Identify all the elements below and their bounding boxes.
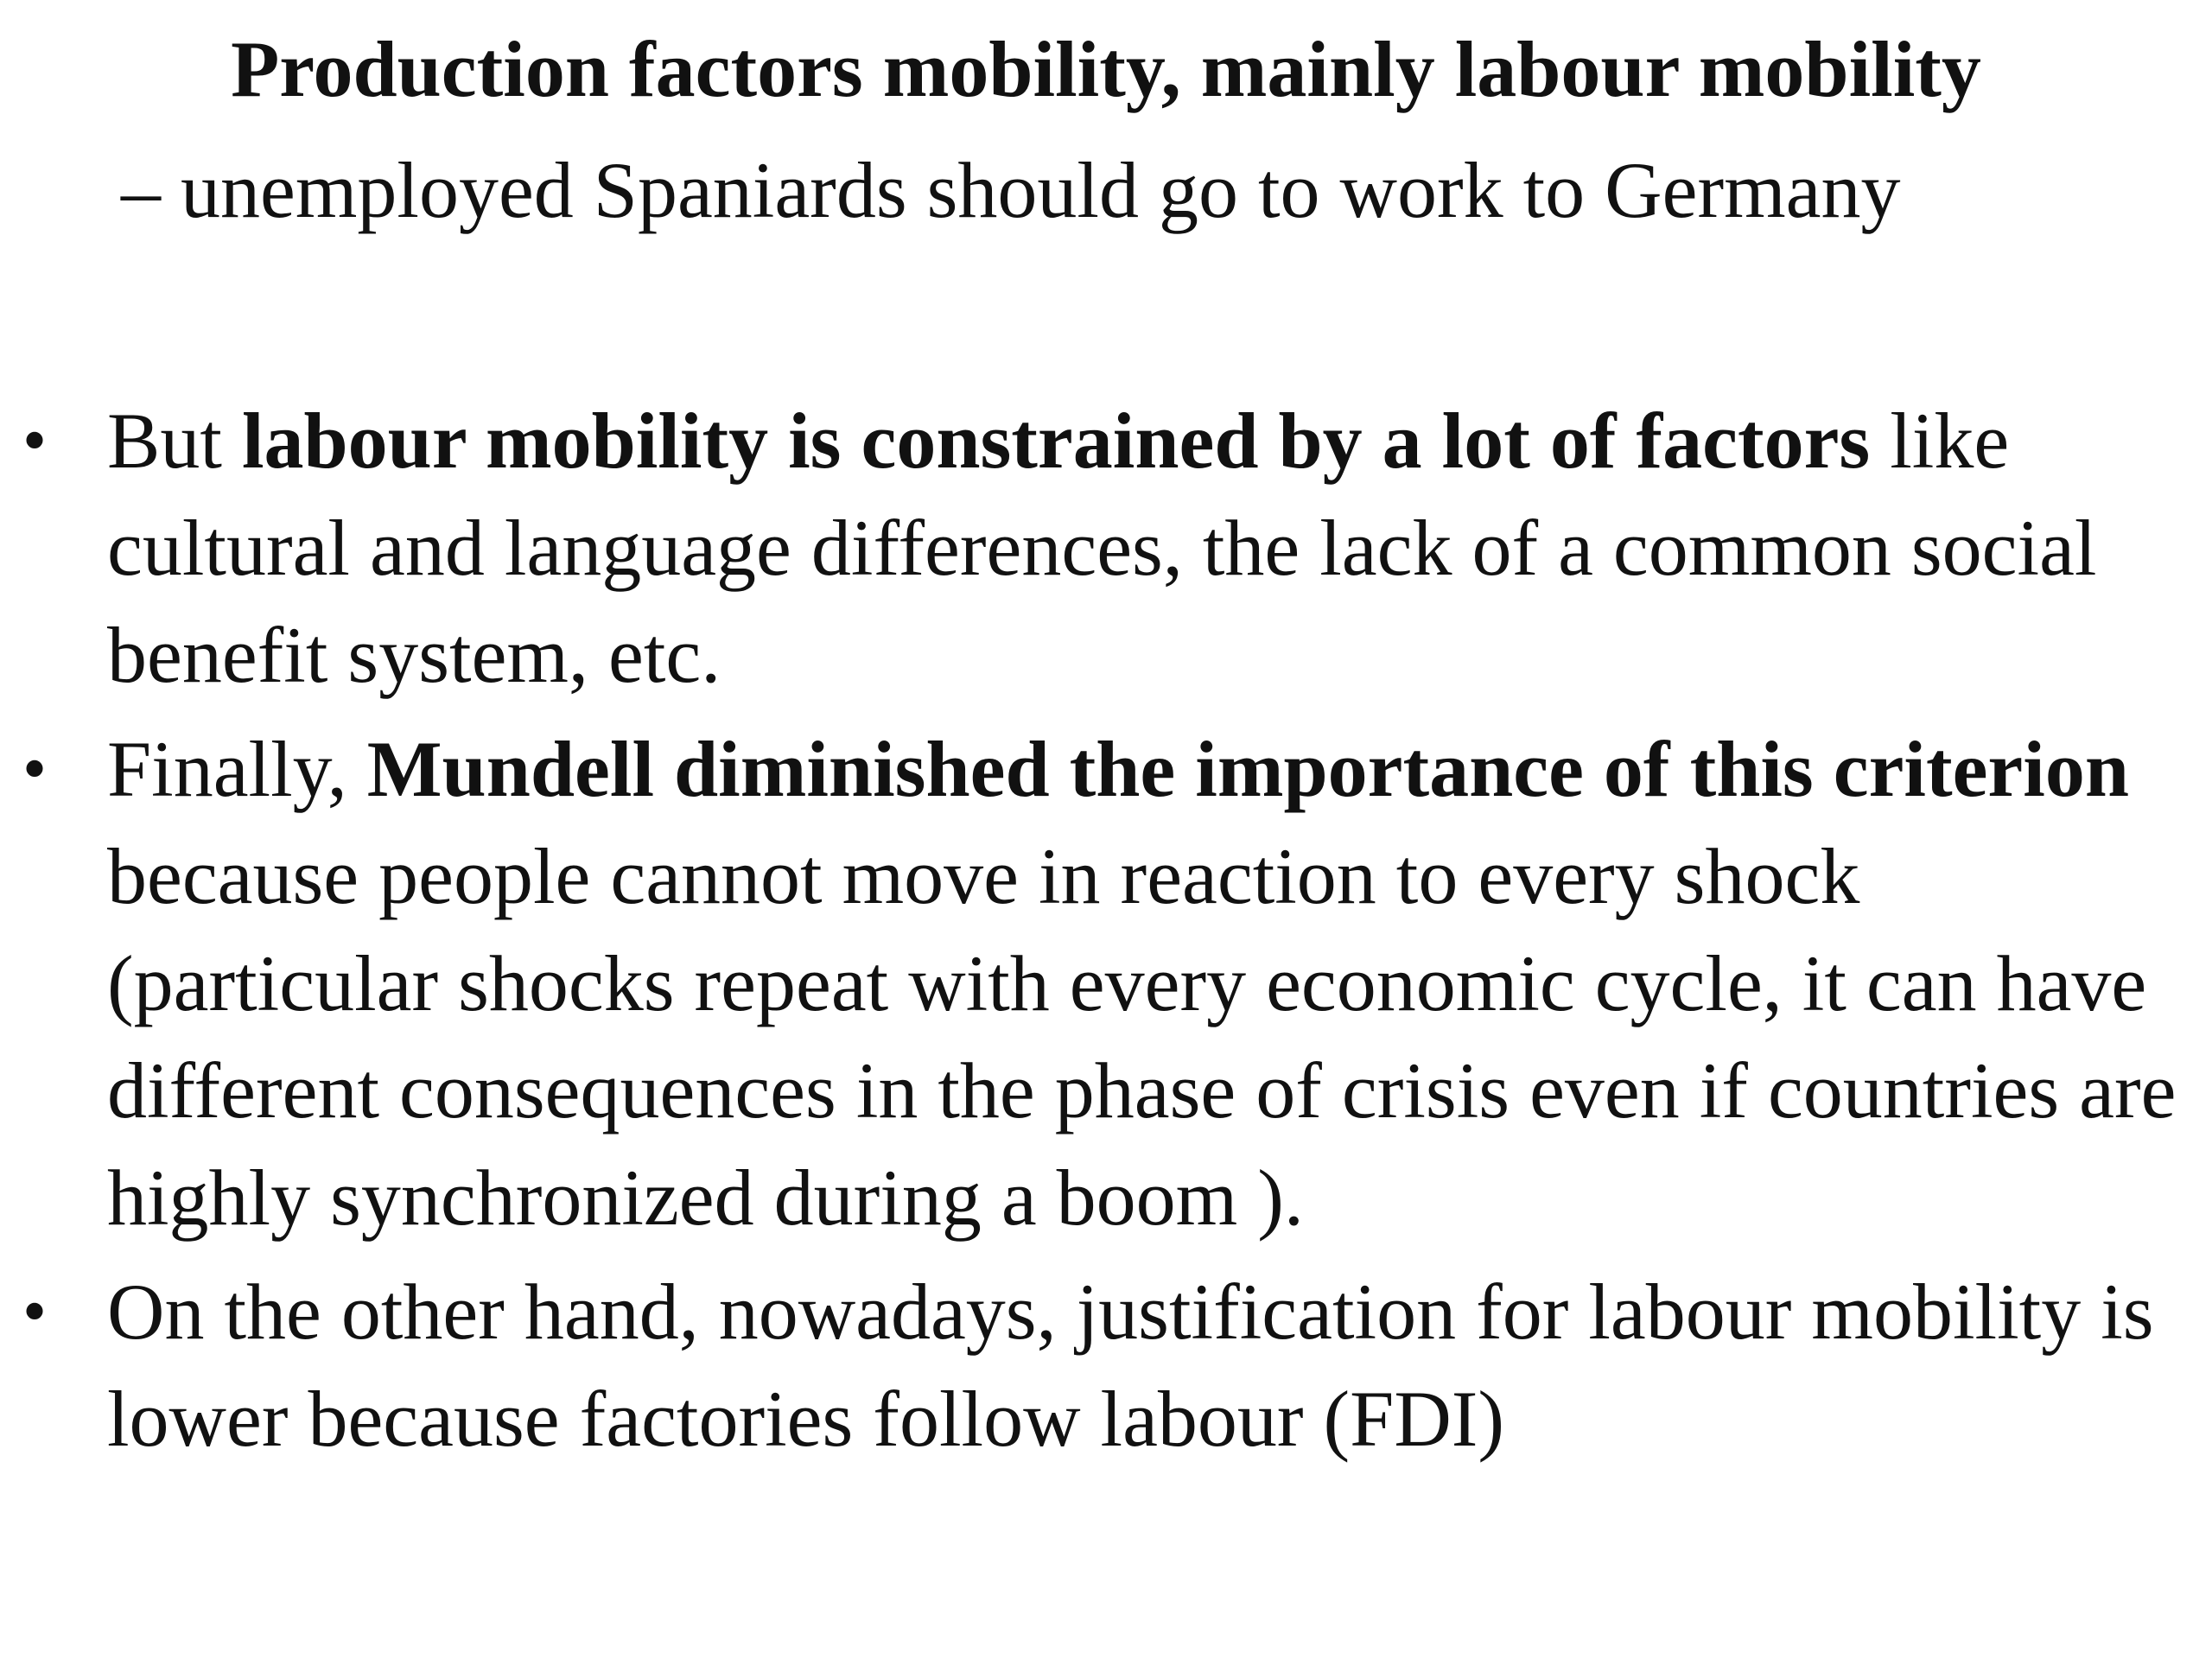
bullet-icon: • <box>22 731 48 807</box>
bullet-icon: • <box>22 403 48 479</box>
bullet-item <box>0 715 2198 1251</box>
bullet-text-plain: like cultural and language differences, the lack of a common social benefit system, etc. <box>107 397 2097 699</box>
bullet-text-plain: because people cannot move in reaction to every shock (particular shocks repeat with every economic cycle, it can have different consequences in the phase of crisis even if countries are highly synchronized during a boom ). <box>107 832 2177 1242</box>
bullet-list <box>0 387 2212 1479</box>
bullet-text-bold: Mundell diminished the importance of this criterion <box>366 725 2129 813</box>
slide-subtitle: – unemployed Spaniards should go to work to Germany <box>121 146 1901 234</box>
bullet-text-plain: Finally, <box>107 725 367 813</box>
bullet-text-plain: On the other hand, nowadays, justification for labour mobility is lower because factories follow labour (FDI) <box>107 1268 2154 1463</box>
bullet-text-plain: But <box>107 397 242 485</box>
bullet-icon: • <box>22 1274 48 1350</box>
bullet-item <box>0 1258 2198 1472</box>
slide-title: Production factors mobility, mainly labour mobility <box>231 25 1981 113</box>
bullet-text-bold: labour mobility is constrained by a lot of factors <box>241 397 1871 485</box>
bullet-item <box>0 387 2198 709</box>
